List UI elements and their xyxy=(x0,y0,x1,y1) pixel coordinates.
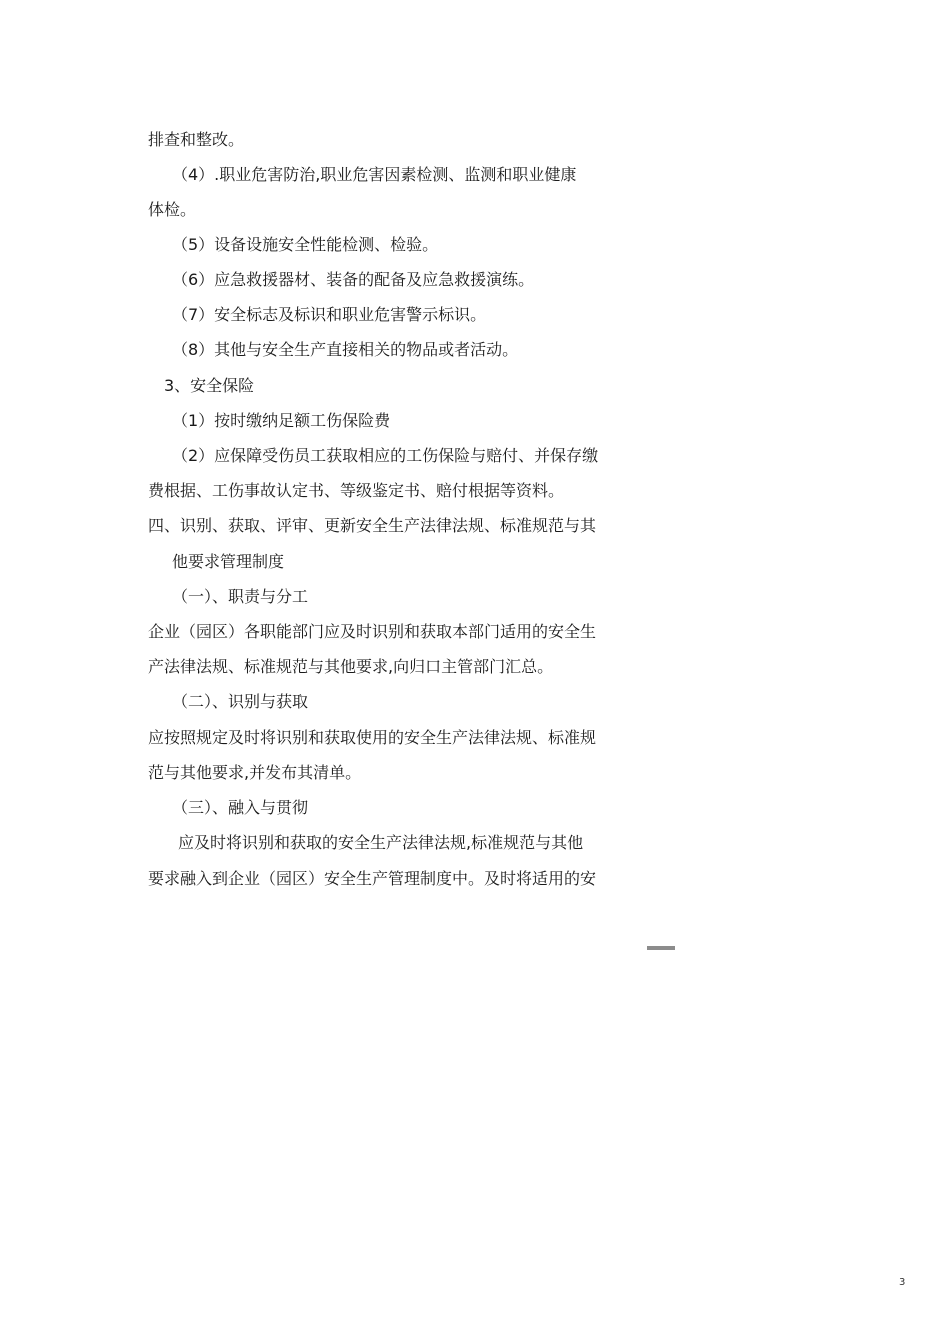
page-number: 3 xyxy=(899,1277,906,1288)
text-line: （8）其他与安全生产直接相关的物品或者活动。 xyxy=(172,340,519,359)
text-line: 产法律法规、标准规范与其他要求,向归口主管部门汇总。 xyxy=(148,657,554,676)
text-line: 应按照规定及时将识别和获取使用的安全生产法律法规、标准规 xyxy=(148,728,597,747)
text-line: （2）应保障受伤员工获取相应的工伤保险与赔付、并保存缴 xyxy=(172,446,599,465)
text-line: 费根据、工伤事故认定书、等级鉴定书、赔付根据等资料。 xyxy=(148,481,565,500)
section-heading: 3、安全保险 xyxy=(164,376,255,395)
chapter-heading-continued: 他要求管理制度 xyxy=(172,552,285,571)
text-line: （7）安全标志及标识和职业危害警示标识。 xyxy=(172,305,487,324)
text-line: （5）设备设施安全性能检测、检验。 xyxy=(172,235,439,254)
subsection-heading: （一）、职责与分工 xyxy=(172,587,309,606)
subsection-heading: （三）、融入与贯彻 xyxy=(172,798,309,817)
divider-mark xyxy=(647,946,675,950)
text-line: 范与其他要求,并发布其清单。 xyxy=(148,763,362,782)
text-line: （1）按时缴纳足额工伤保险费 xyxy=(172,411,391,430)
subsection-heading: （二）、识别与获取 xyxy=(172,692,309,711)
text-line: 排查和整改。 xyxy=(148,130,245,149)
chapter-heading: 四、识别、获取、评审、更新安全生产法律法规、标准规范与其 xyxy=(148,516,597,535)
text-line: （4）.职业危害防治,职业危害因素检测、监测和职业健康 xyxy=(172,165,577,184)
text-line: 企业（园区）各职能部门应及时识别和获取本部门适用的安全生 xyxy=(148,622,597,641)
text-line: 要求融入到企业（园区）安全生产管理制度中。及时将适用的安 xyxy=(148,869,597,888)
text-line: （6）应急救援器材、装备的配备及应急救援演练。 xyxy=(172,270,535,289)
text-line: 应及时将识别和获取的安全生产法律法规,标准规范与其他 xyxy=(178,833,584,852)
text-line: 体检。 xyxy=(148,200,197,219)
